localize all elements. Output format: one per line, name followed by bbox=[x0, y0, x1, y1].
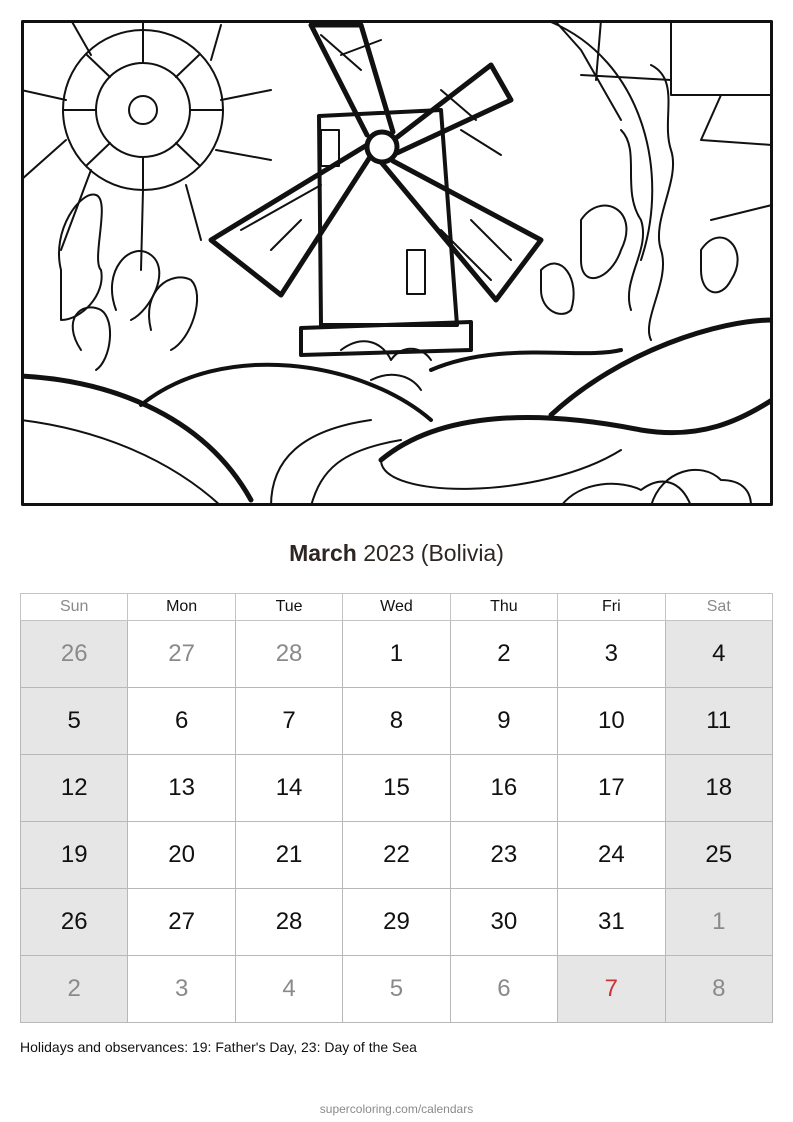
calendar-day-cell: 12 bbox=[21, 755, 128, 822]
calendar-day-cell: 3 bbox=[558, 621, 665, 688]
calendar-day-cell: 18 bbox=[665, 755, 772, 822]
calendar-day-cell: 22 bbox=[343, 822, 450, 889]
calendar-title bbox=[0, 540, 793, 567]
calendar-day-cell: 1 bbox=[665, 889, 772, 956]
coloring-page-windmill-illustration bbox=[21, 20, 773, 506]
calendar-day-cell: 2 bbox=[450, 621, 557, 688]
weekday-sat: Sat bbox=[665, 594, 772, 621]
calendar-day-cell: 30 bbox=[450, 889, 557, 956]
calendar-day-cell: 20 bbox=[128, 822, 235, 889]
calendar-day-cell: 13 bbox=[128, 755, 235, 822]
calendar-day-cell: 8 bbox=[665, 956, 772, 1023]
calendar-day-cell: 28 bbox=[235, 889, 342, 956]
calendar-day-cell: 9 bbox=[450, 688, 557, 755]
calendar-day-cell: 14 bbox=[235, 755, 342, 822]
calendar-day-cell: 23 bbox=[450, 822, 557, 889]
calendar-day-cell: 5 bbox=[21, 688, 128, 755]
calendar-day-cell: 29 bbox=[343, 889, 450, 956]
calendar-day-cell: 17 bbox=[558, 755, 665, 822]
calendar-day-cell: 25 bbox=[665, 822, 772, 889]
calendar-week-row bbox=[21, 822, 773, 889]
calendar-day-cell: 7 bbox=[235, 688, 342, 755]
calendar-day-cell: 10 bbox=[558, 688, 665, 755]
title-month: March bbox=[289, 540, 357, 566]
calendar-day-cell: 4 bbox=[235, 956, 342, 1023]
weekday-fri: Fri bbox=[558, 594, 665, 621]
holidays-note: Holidays and observances: 19: Father's Day, 23: Day of the Sea bbox=[20, 1039, 417, 1055]
calendar-week-row bbox=[21, 889, 773, 956]
calendar-day-cell: 6 bbox=[128, 688, 235, 755]
calendar-day-cell: 11 bbox=[665, 688, 772, 755]
calendar-day-cell: 4 bbox=[665, 621, 772, 688]
footer-source: supercoloring.com/calendars bbox=[319, 1102, 474, 1116]
weekday-tue: Tue bbox=[235, 594, 342, 621]
calendar-day-cell: 26 bbox=[21, 889, 128, 956]
calendar-grid bbox=[20, 593, 773, 1023]
calendar-day-cell: 27 bbox=[128, 889, 235, 956]
calendar-day-cell: 31 bbox=[558, 889, 665, 956]
calendar-day-cell: 27 bbox=[128, 621, 235, 688]
calendar-day-cell: 1 bbox=[343, 621, 450, 688]
calendar-day-cell: 2 bbox=[21, 956, 128, 1023]
calendar-week-row bbox=[21, 956, 773, 1023]
calendar-day-cell: 7 bbox=[558, 956, 665, 1023]
weekday-thu: Thu bbox=[450, 594, 557, 621]
calendar-week-row bbox=[21, 755, 773, 822]
weekday-wed: Wed bbox=[343, 594, 450, 621]
calendar-day-cell: 28 bbox=[235, 621, 342, 688]
calendar-day-cell: 16 bbox=[450, 755, 557, 822]
weekday-header-row bbox=[21, 594, 773, 621]
calendar-day-cell: 3 bbox=[128, 956, 235, 1023]
calendar-day-cell: 24 bbox=[558, 822, 665, 889]
calendar-day-cell: 6 bbox=[450, 956, 557, 1023]
calendar-day-cell: 5 bbox=[343, 956, 450, 1023]
calendar-day-cell: 19 bbox=[21, 822, 128, 889]
calendar-day-cell: 8 bbox=[343, 688, 450, 755]
weekday-sun: Sun bbox=[21, 594, 128, 621]
calendar-day-cell: 21 bbox=[235, 822, 342, 889]
calendar-week-row bbox=[21, 621, 773, 688]
title-year-country: 2023 (Bolivia) bbox=[363, 540, 504, 566]
calendar-week-row bbox=[21, 688, 773, 755]
weekday-mon: Mon bbox=[128, 594, 235, 621]
calendar-day-cell: 26 bbox=[21, 621, 128, 688]
calendar-day-cell: 15 bbox=[343, 755, 450, 822]
